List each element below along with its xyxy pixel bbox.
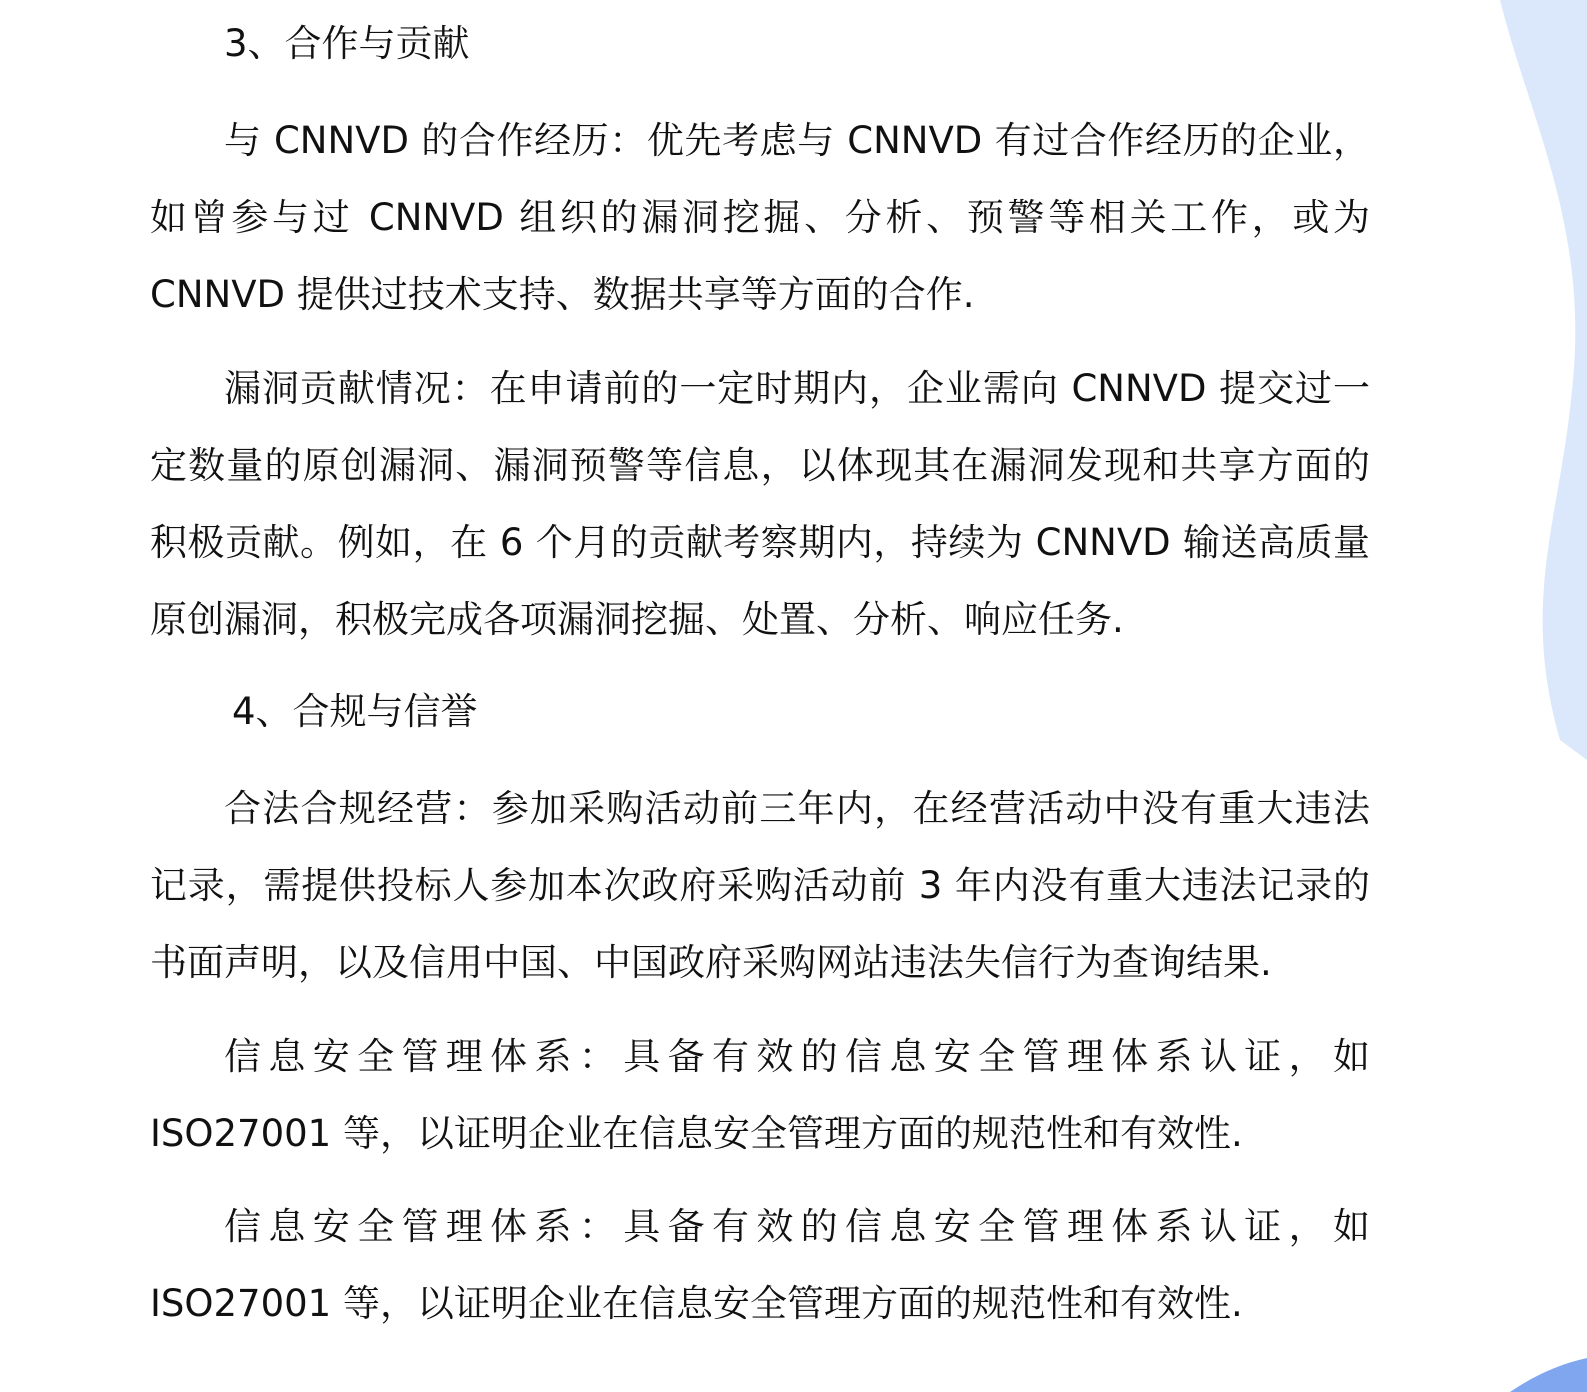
section-3-paragraph-cooperation: 与 CNNVD 的合作经历：优先考虑与 CNNVD 有过合作经历的企业，如曾参与过 CNNVD 组织的漏洞挖掘、分析、预警等相关工作，或为 CNNVD 提供过技术支持、数据共享等方面的合作. xyxy=(150,119,1370,316)
section-4-paragraph-isms-1: 信息安全管理体系：具备有效的信息安全管理体系认证，如 ISO27001 等，以证明企业在信息安全管理方面的规范性和有效性. xyxy=(150,1035,1370,1155)
section-4-paragraph-compliance: 合法合规经营：参加采购活动前三年内，在经营活动中没有重大违法记录，需提供投标人参加本次政府采购活动前 3 年内没有重大违法记录的书面声明，以及信用中国、中国政府采购网站违法失信行为查询结果. xyxy=(150,787,1370,984)
section-3-paragraph-vulnerability-contribution: 漏洞贡献情况：在申请前的一定时期内，企业需向 CNNVD 提交过一定数量的原创漏洞、漏洞预警等信息，以体现其在漏洞发现和共享方面的积极贡献。例如，在 6 个月的贡献考察期内，持续为 CNNVD 输送高质量原创漏洞，积极完成各项漏洞挖掘、处置、分析、响应任务. xyxy=(150,367,1370,641)
section-4-heading: 4、合规与信誉 xyxy=(232,690,478,733)
section-3-heading: 3、合作与贡献 xyxy=(224,22,470,65)
section-4-paragraph-isms-2: 信息安全管理体系：具备有效的信息安全管理体系认证，如 ISO27001 等，以证明企业在信息安全管理方面的规范性和有效性. xyxy=(150,1205,1370,1325)
